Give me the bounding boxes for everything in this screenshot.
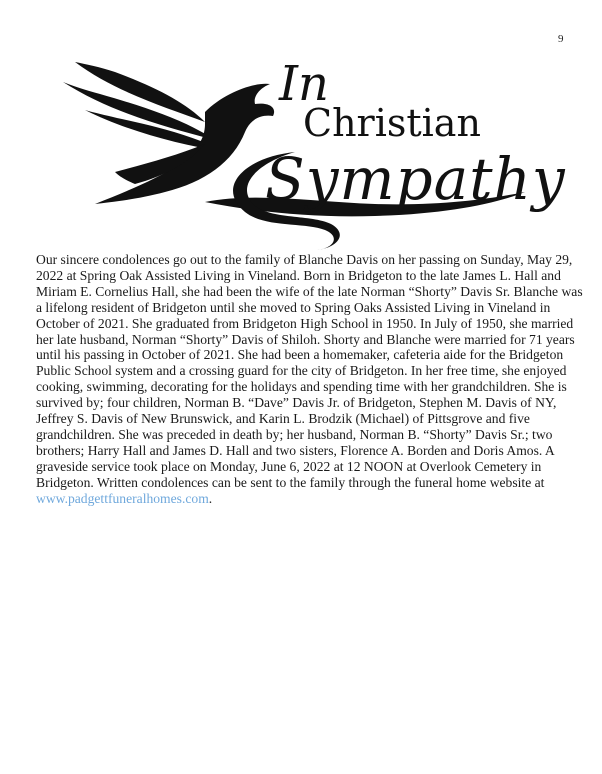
page-number: 9 [558,33,564,45]
logo-word-in: In [279,56,329,112]
logo-word-sympathy: Sympathy [265,145,566,213]
obituary-text: Our sincere condolences go out to the family of Blanche Davis on her passing on Sunday, May 29, 2022 at Spring Oak Assisted Living in Vineland. Born in Bridgeton to the late James L. Hall and Miriam E. Cornelius Hall, she had been the wife of the late Norman “Shorty” Davis Sr. Blanche was a lifelong resident of Bridgeton until she moved to Spring Oaks Assisted Living in Vineland in October of 2021. She graduated from Bridgeton High School in 1950. In July of 1950, she married her late husband, Norman “Shorty” Davis of Shiloh. Shorty and Blanche were married for 71 years until his passing in October of 2021. She had been a homemaker, cafeteria aide for the Bridgeton Public School system and a crossing guard for the city of Bridgeton. In her free time, she enjoyed cooking, swimming, decorating for the holidays and spending time with her grandchildren. She is survived by; four children, Norman B. “Dave” Davis Jr. of Bridgeton, Stephen M. Davis of NY, Jeffrey S. Davis of New Brunswick, and Karin L. Brodzik (Michael) of Pittsgrove and five grandchildren. She was preceded in death by; her husband, Norman B. “Shorty” Davis Sr.; two brothers; Harry Hall and James D. Hall and two sisters, Florence A. Borden and Doris Amos. A graveside service took place on Monday, June 6, 2022 at 12 NOON at Overlook Cemetery in Bridgeton. Written condolences can be sent to the family through the funeral home website at [36,252,583,490]
obituary-text-end: . [208,490,213,506]
obituary-paragraph [36,252,586,507]
in-christian-sympathy-logo [55,52,566,252]
logo-word-christian: Christian [303,101,481,145]
funeral-home-link[interactable]: www.padgettfuneralhomes.com [36,490,209,506]
